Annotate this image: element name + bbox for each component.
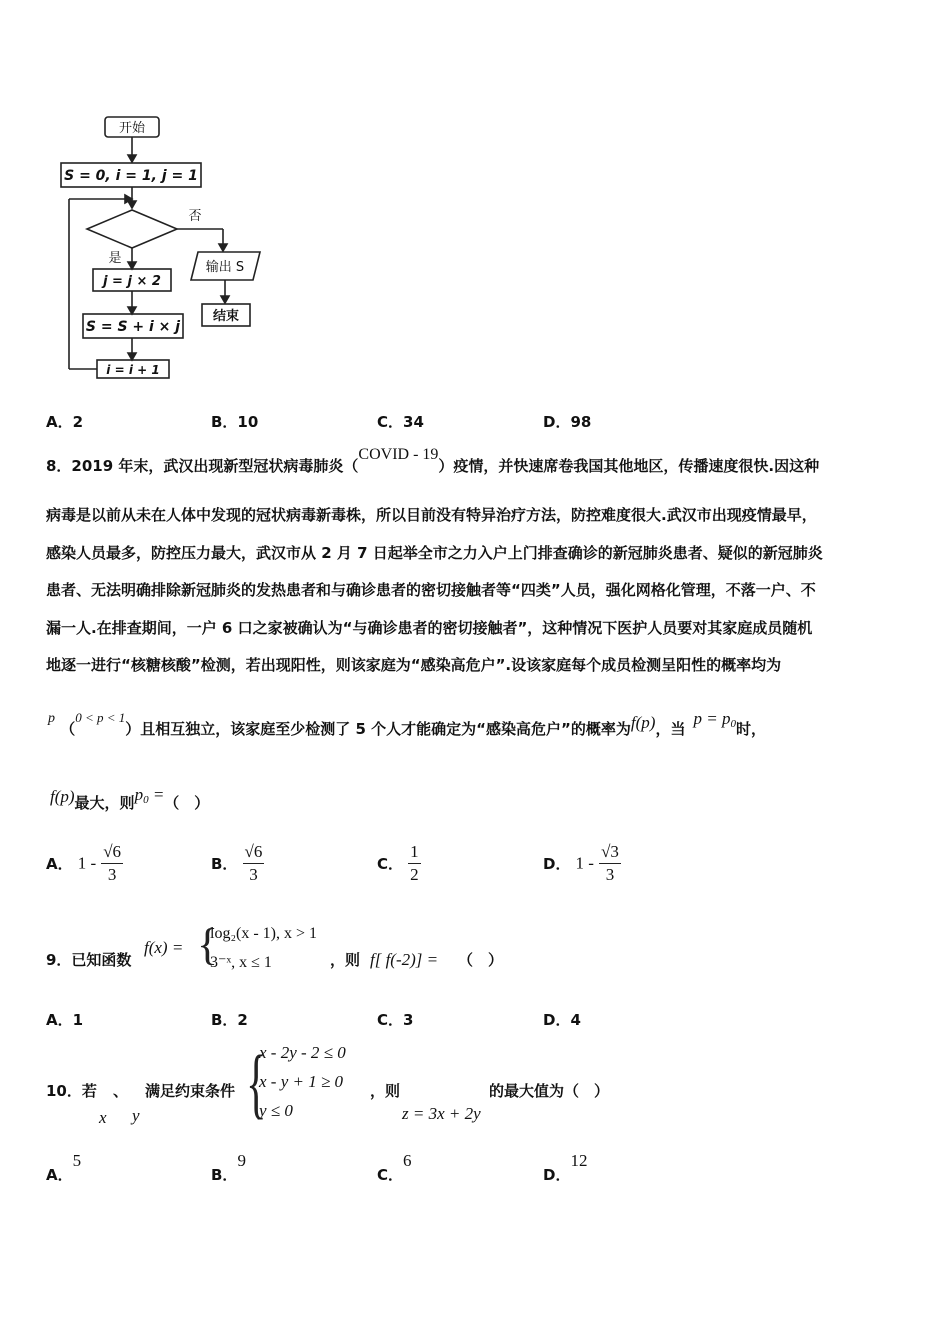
q9-then: ，则 [330,951,361,969]
q8-p0-sub-2: 0 [143,794,149,806]
flowchart [55,110,285,400]
q8-option-b-den: 3 [249,865,258,884]
q9-case2: 3⁻ˣ, x ≤ 1 [210,954,272,971]
flowchart-output-text: 输出 S [205,260,245,275]
q8-option-d-den: 3 [605,865,615,884]
q10-suffix: 的最大值为（ ） [489,1082,610,1100]
q8-option-a-den: 3 [107,865,117,884]
flowchart-step-j-text: j = j × 2 [103,274,161,289]
q10-option-c [377,1150,412,1184]
q8-line2: 病毒是以前从未在人体中发现的冠状病毒新毒株，所以目前没有特异治疗方法，防控难度很大.武汉市出现疫情最早， [46,506,817,524]
q8-line3: 感染人员最多，防控压力最大，武汉市从 2 月 7 日起举全市之力入户上门排查确诊的新冠肺炎患者、疑似的新冠肺炎 [46,544,823,562]
q8-option-b-frac [243,842,265,885]
q8-option-c-frac [408,842,421,885]
q10-option-a-label: A． [46,1166,73,1184]
q8-option-b [211,842,264,885]
q7-option-d: D．98 [543,413,592,431]
flowchart-step-s-text: S = S + i × j [85,319,181,335]
q8-eq: = [152,785,165,804]
q10-sep: 、 [113,1082,129,1100]
q9-option-b: B．2 [211,1011,248,1029]
q8-option-c-label: C． [377,855,404,873]
q10-c3: y ≤ 0 [259,1101,293,1120]
q8-option-b-label: B． [211,855,238,873]
q8-option-a [46,842,123,885]
q8-option-c-den: 2 [410,865,419,884]
q8-line8: f(p)最大，则$p_0$ =（ ） [50,785,210,812]
q9-paren: （ ） [458,951,504,969]
flowchart-no-label: 否 [188,209,202,224]
q8-option-a-num: √6 [101,842,123,864]
q10-mid: 满足约束条件 [145,1082,236,1100]
q9-brace: { [197,920,219,969]
q8-option-d-frac [599,842,621,885]
q10-option-a-value: 5 [72,1151,82,1170]
q8-line7-c: 时， [735,720,766,738]
q10-option-c-value: 6 [403,1151,412,1170]
q8-line8-b: （ ） [164,794,210,812]
q10-option-b [211,1150,246,1184]
q9-fx: f(x) = [144,938,184,957]
q8-option-c-num: 1 [408,842,421,864]
q10-option-c-label: C． [377,1166,404,1184]
q8-option-d-label: D． [543,855,571,873]
q10-option-d-value: 12 [570,1151,588,1170]
q10-c2: x - y + 1 ≥ 0 [259,1072,344,1091]
flowchart-yes-label: 是 [108,251,122,266]
q8-option-d-pre: 1 - [575,853,594,873]
q9-case1: log₂(x - 1), x > 1 [210,925,318,942]
q9-option-a: A．1 [46,1011,84,1029]
q10-option-d [543,1150,588,1184]
flowchart-start-text: 开始 [118,121,146,136]
q8-p: p [48,711,55,726]
q10-prefix: 10．若 [46,1082,97,1100]
q7-option-c: C．34 [377,413,424,431]
q8-line1-a: 8．2019 年末，武汉出现新型冠状病毒肺炎（ [46,457,359,475]
q8-option-d-num: √3 [599,842,621,864]
q8-fp: f(p) [630,713,656,732]
q10-option-a [46,1150,82,1184]
q9-prefix: 9．已知函数 [46,951,132,969]
q8-option-b-num: √6 [243,842,265,864]
q10-option-b-value: 9 [237,1151,246,1170]
q8-line5: 漏一人.在排查期间，一户 6 口之家被确认为“与确诊患者的密切接触者”，这种情况下医护人员要对其家庭成员随机 [46,619,813,637]
flowchart-init-text: S = 0, i = 1, j = 1 [64,168,198,184]
q8-line7-b: ，当 [655,720,686,738]
flowchart-end-text: 结束 [212,309,240,324]
q8-option-a-pre: 1 - [77,853,97,873]
q8-line4: 患者、无法明确排除新冠肺炎的发热患者和与确诊患者的密切接触者等“四类”人员，强化网格化管理，不落一户、不 [46,581,816,599]
q7-option-a: A．2 [46,413,84,431]
q10-y: y [132,1106,140,1125]
q7-option-b: B．10 [211,413,259,431]
q9-option-d: D．4 [543,1011,581,1029]
q10-brace: { [246,1039,267,1126]
q9-expr: f[ f(-2)] = [370,950,439,969]
q8-line1 [46,448,819,485]
q8-option-a-label: A． [46,855,73,873]
q8-line7-a: ）且相互独立，该家庭至少检测了 5 个人才能确定为“感染高危户”的概率为 [125,720,631,738]
q8-line8-a: 最大，则 [74,794,135,812]
q8-option-a-frac [101,842,123,885]
q8-p0-sub: 0 [730,718,736,730]
q8-cond: 0 < p < 1 [75,710,126,725]
q8-covid: COVID - 19 [358,446,439,463]
q10-c1: x - 2y - 2 ≤ 0 [259,1043,346,1062]
q8-line7: p （0 < p < 1）且相互独立，该家庭至少检测了 5 个人才能确定为“感染高危户”的概率为f(p)，当$p = p_0$时， [48,709,766,738]
flowchart-decision [87,210,177,248]
q8-line6: 地逐一进行“核糖核酸”检测，若出现阳性，则该家庭为“感染高危户”.设该家庭每个成员检测呈阳性的概率均为 [46,656,782,674]
q10-then: ，则 [370,1082,401,1100]
q10-option-d-label: D． [543,1166,571,1184]
q10-option-b-label: B． [211,1166,238,1184]
q8-option-c [377,842,421,885]
flowchart-step-i-text: i = i + 1 [106,363,160,377]
q8-p-eq: p = p [693,709,731,728]
q9-option-c: C．3 [377,1011,414,1029]
q10-x: x [99,1108,107,1127]
q10-z: z = 3x + 2y [402,1104,481,1123]
q8-fp-2: f(p) [50,787,75,806]
q8-line1-b: ）疫情，并快速席卷我国其他地区，传播速度很快.因这种 [438,457,820,475]
q8-option-d [543,842,621,885]
